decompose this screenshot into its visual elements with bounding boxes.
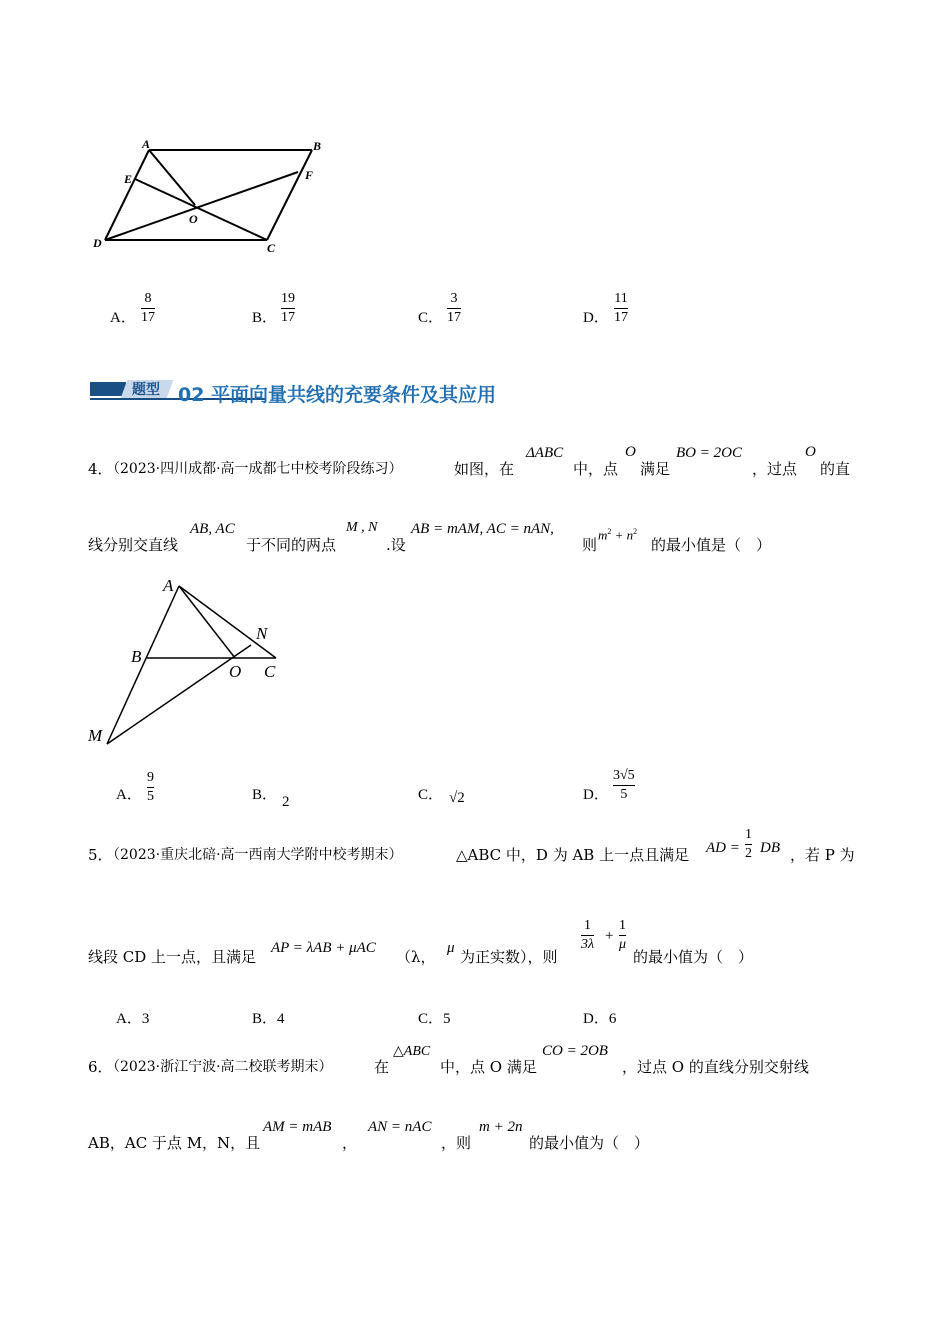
q4-definition: AB = mAM, AC = nAN, bbox=[411, 521, 554, 537]
fig2-label-a: A bbox=[163, 576, 174, 595]
fig2-label-b: B bbox=[131, 647, 142, 666]
q5-fraction-2: 1 μ bbox=[619, 918, 627, 952]
q6-text-6: 的最小值为（ ） bbox=[529, 1134, 650, 1152]
fig1-label-a: A bbox=[142, 137, 151, 151]
q4-text-9: 则 bbox=[582, 536, 598, 554]
q5-source: （2023·重庆北碚·高一西南大学附中校考期末） bbox=[106, 847, 403, 863]
q3-option-c-value: 3 17 bbox=[447, 291, 461, 325]
q5-lhs: AD = bbox=[706, 840, 740, 856]
q4-expression: $m^2 + n^2$ bbox=[598, 527, 638, 543]
fig1-label-e: E bbox=[124, 172, 133, 186]
q4-text-6: 线分别交直线 bbox=[88, 536, 179, 554]
q5-rhs: DB bbox=[760, 840, 780, 856]
q4-point-o-2: O bbox=[805, 444, 816, 460]
q5-text-5: 为正实数），则 bbox=[460, 948, 558, 966]
q4-number: 4． bbox=[88, 460, 113, 478]
q4-option-b-letter: B． bbox=[252, 787, 278, 803]
q4-condition: BO = 2OC bbox=[676, 445, 742, 461]
q4-option-b-value: 2 bbox=[282, 794, 290, 810]
fig1-label-c: C bbox=[267, 241, 276, 255]
q6-comma: ， bbox=[342, 1134, 358, 1152]
q3-option-d-letter: D． bbox=[583, 310, 609, 326]
q5-fraction-1: 1 3λ bbox=[581, 918, 595, 952]
q6-expr-an: AN = nAC bbox=[368, 1119, 432, 1135]
q4-option-c-letter: C． bbox=[418, 787, 444, 803]
q5-text-4: （λ， bbox=[396, 948, 436, 966]
q6-text-3: ，过点 O 的直线分别交射线 bbox=[622, 1058, 809, 1076]
q5-text-6: 的最小值为（ ） bbox=[633, 948, 754, 966]
fig1-label-o: O bbox=[189, 212, 198, 226]
q4-text-7: 于不同的两点 bbox=[246, 536, 337, 554]
q5-text-2: ，若 P 为 bbox=[790, 846, 855, 864]
q5-half-fraction: 1 2 bbox=[745, 827, 752, 861]
q4-option-a-value: 9 5 bbox=[147, 770, 154, 804]
q4-points: M , N bbox=[346, 520, 378, 535]
q5-number: 5． bbox=[88, 846, 113, 864]
q5-mu: μ bbox=[447, 940, 455, 956]
figure-parallelogram bbox=[85, 130, 335, 260]
q4-text-1: 如图，在 bbox=[454, 460, 515, 478]
q5-text-3: 线段 CD 上一点，且满足 bbox=[88, 948, 257, 966]
q5-expression: AP = λAB + μAC bbox=[271, 940, 376, 956]
fig2-label-n: N bbox=[256, 624, 268, 643]
q6-expr-sum: m + 2n bbox=[479, 1119, 523, 1135]
fig1-label-f: F bbox=[305, 168, 314, 182]
q5-option-a: A．3 bbox=[116, 1011, 150, 1027]
q5-plus: + bbox=[605, 928, 614, 944]
q6-expr-am: AM = mAB bbox=[263, 1119, 332, 1135]
q6-condition: CO = 2OB bbox=[542, 1043, 608, 1059]
q5-option-c: C．5 bbox=[418, 1011, 451, 1027]
q4-text-5: 的直 bbox=[820, 460, 851, 478]
q4-text-4: ，过点 bbox=[752, 460, 798, 478]
q4-option-a-letter: A． bbox=[116, 787, 142, 803]
q4-lines: AB, AC bbox=[190, 521, 235, 537]
q4-option-d-letter: D． bbox=[583, 787, 609, 803]
q6-text-1: 在 bbox=[374, 1058, 390, 1076]
q4-text-3: 满足 bbox=[640, 460, 671, 478]
q5-option-b: B．4 bbox=[252, 1011, 285, 1027]
fig2-label-o: O bbox=[229, 662, 242, 681]
fig1-label-b: B bbox=[313, 139, 322, 153]
fig2-label-c: C bbox=[264, 662, 276, 681]
q6-text-2: 中，点 O 满足 bbox=[440, 1058, 537, 1076]
q4-option-c-value: √2 bbox=[449, 790, 465, 806]
q6-number: 6． bbox=[88, 1058, 113, 1076]
q4-text-8: .设 bbox=[386, 536, 406, 554]
q5-option-d: D．6 bbox=[583, 1011, 617, 1027]
q3-option-d-value: 11 17 bbox=[614, 291, 628, 325]
q4-text-10: 的最小值是（ ） bbox=[651, 536, 772, 554]
fig2-label-m: M bbox=[88, 726, 103, 745]
figure-triangle-q4 bbox=[85, 570, 300, 750]
q4-point-o-1: O bbox=[625, 444, 636, 460]
q3-option-b-letter: B． bbox=[252, 310, 278, 326]
section-title: 02 平面向量共线的充要条件及其应用 bbox=[178, 384, 497, 406]
fig1-label-d: D bbox=[93, 236, 102, 250]
q6-source: （2023·浙江宁波·高二校联考期末） bbox=[106, 1059, 333, 1075]
q6-text-5: ，则 bbox=[441, 1134, 472, 1152]
q4-text-2: 中，点 bbox=[573, 460, 619, 478]
q4-option-d-value: 3√5 5 bbox=[613, 768, 635, 802]
q4-source: （2023·四川成都·高一成都七中校考阶段练习） bbox=[106, 461, 403, 477]
q4-triangle: ΔABC bbox=[526, 445, 564, 461]
section-badge: 题型 bbox=[90, 378, 172, 400]
q5-text-1: △ABC 中，D 为 AB 上一点且满足 bbox=[456, 846, 690, 864]
q3-option-a-value: 8 17 bbox=[141, 291, 155, 325]
q3-option-a-letter: A． bbox=[110, 310, 136, 326]
q3-option-b-value: 19 17 bbox=[281, 291, 295, 325]
q3-option-c-letter: C． bbox=[418, 310, 444, 326]
q6-triangle: △ABC bbox=[393, 1044, 431, 1059]
q6-text-4: AB，AC 于点 M，N，且 bbox=[88, 1134, 261, 1152]
